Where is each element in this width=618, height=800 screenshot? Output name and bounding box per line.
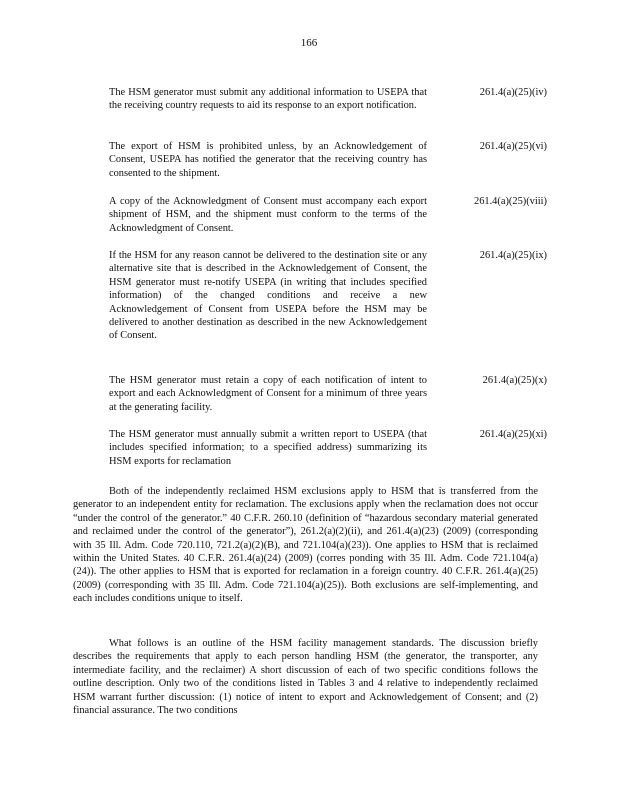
- regulation-citation: 261.4(a)(25)(xi): [479, 429, 547, 440]
- requirement-text: The export of HSM is prohibited unless, by an Acknowledgement of Consent, USEPA has notified the generator that the receiving country has consented to the shipment.: [109, 141, 427, 179]
- requirement-text: The HSM generator must retain a copy of each notification of intent to export and each Acknowledgment of Consent for a minimum of three years at the generating facility.: [109, 375, 427, 413]
- regulation-citation: 261.4(a)(25)(viii): [474, 196, 547, 207]
- page-number: 166: [300, 37, 318, 49]
- regulation-citation: 261.4(a)(25)(iv): [479, 87, 547, 98]
- requirement-text: If the HSM for any reason cannot be delivered to the destination site or any alternative site that is described in the Acknowledgement of Consent, the HSM generator must re-notify USEPA (in writing that includes specified information) of the changed conditions and receive a new Acknowledgement of Consent from USEPA before the HSM may be delivered to another destination as described in the new Acknowledgement of Consent.: [109, 250, 427, 342]
- regulation-citation: 261.4(a)(25)(ix): [479, 250, 547, 261]
- body-paragraph: What follows is an outline of the HSM facility management standards. The discussion briefly describes the requirements that apply to each person handling HSM (the generator, the transporter, any intermediate facility, and the reclaimer) A short discussion of each of two specific conditions follows the outline description. Only two of the conditions listed in Tables 3 and 4 relative to independently reclaimed HSM warrant further discussion: (1) notice of intent to export and Acknowledgement of Consent; and (2) financial assurance. The two conditions: [73, 638, 538, 717]
- regulation-citation: 261.4(a)(25)(vi): [479, 141, 547, 152]
- requirement-text: The HSM generator must annually submit a written report to USEPA (that includes specified information; to a specified address) summarizing its HSM exports for reclamation: [109, 429, 427, 467]
- requirement-text: A copy of the Acknowledgment of Consent must accompany each export shipment of HSM, and the shipment must conform to the terms of the Acknowledgment of Consent.: [109, 196, 427, 234]
- body-paragraph: Both of the independently reclaimed HSM exclusions apply to HSM that is transferred from the generator to an independent entity for reclamation. The exclusions apply when the reclamation does not occur “under the control of the generator.” 40 C.F.R. 260.10 (definition of “hazardous secondary material generated and reclaimed under the control of the generator”), 261.2(a)(2)(ii), and 261.4(a)(23) (2009) (corresponding with 35 Ill. Adm. Code 720.110, 721.2(a)(2)(B), and 721.104(a)(23)). One applies to HSM that is reclaimed within the United States. 40 C.F.R. 261.4(a)(24) (2009) (corres ponding with 35 Ill. Adm. Code 721.104(a)(24)). The other applies to HSM that is exported for reclamation in a foreign country. 40 C.F.R. 261.4(a)(25) (2009) (corresponding with 35 Ill. Adm. Code 721.104(a)(25)). Both exclusions are self-implementing, and each includes conditions unique to itself.: [73, 486, 538, 605]
- regulation-citation: 261.4(a)(25)(x): [482, 375, 547, 386]
- requirement-text: The HSM generator must submit any additional information to USEPA that the receiving country requests to aid its response to an export notification.: [109, 87, 427, 112]
